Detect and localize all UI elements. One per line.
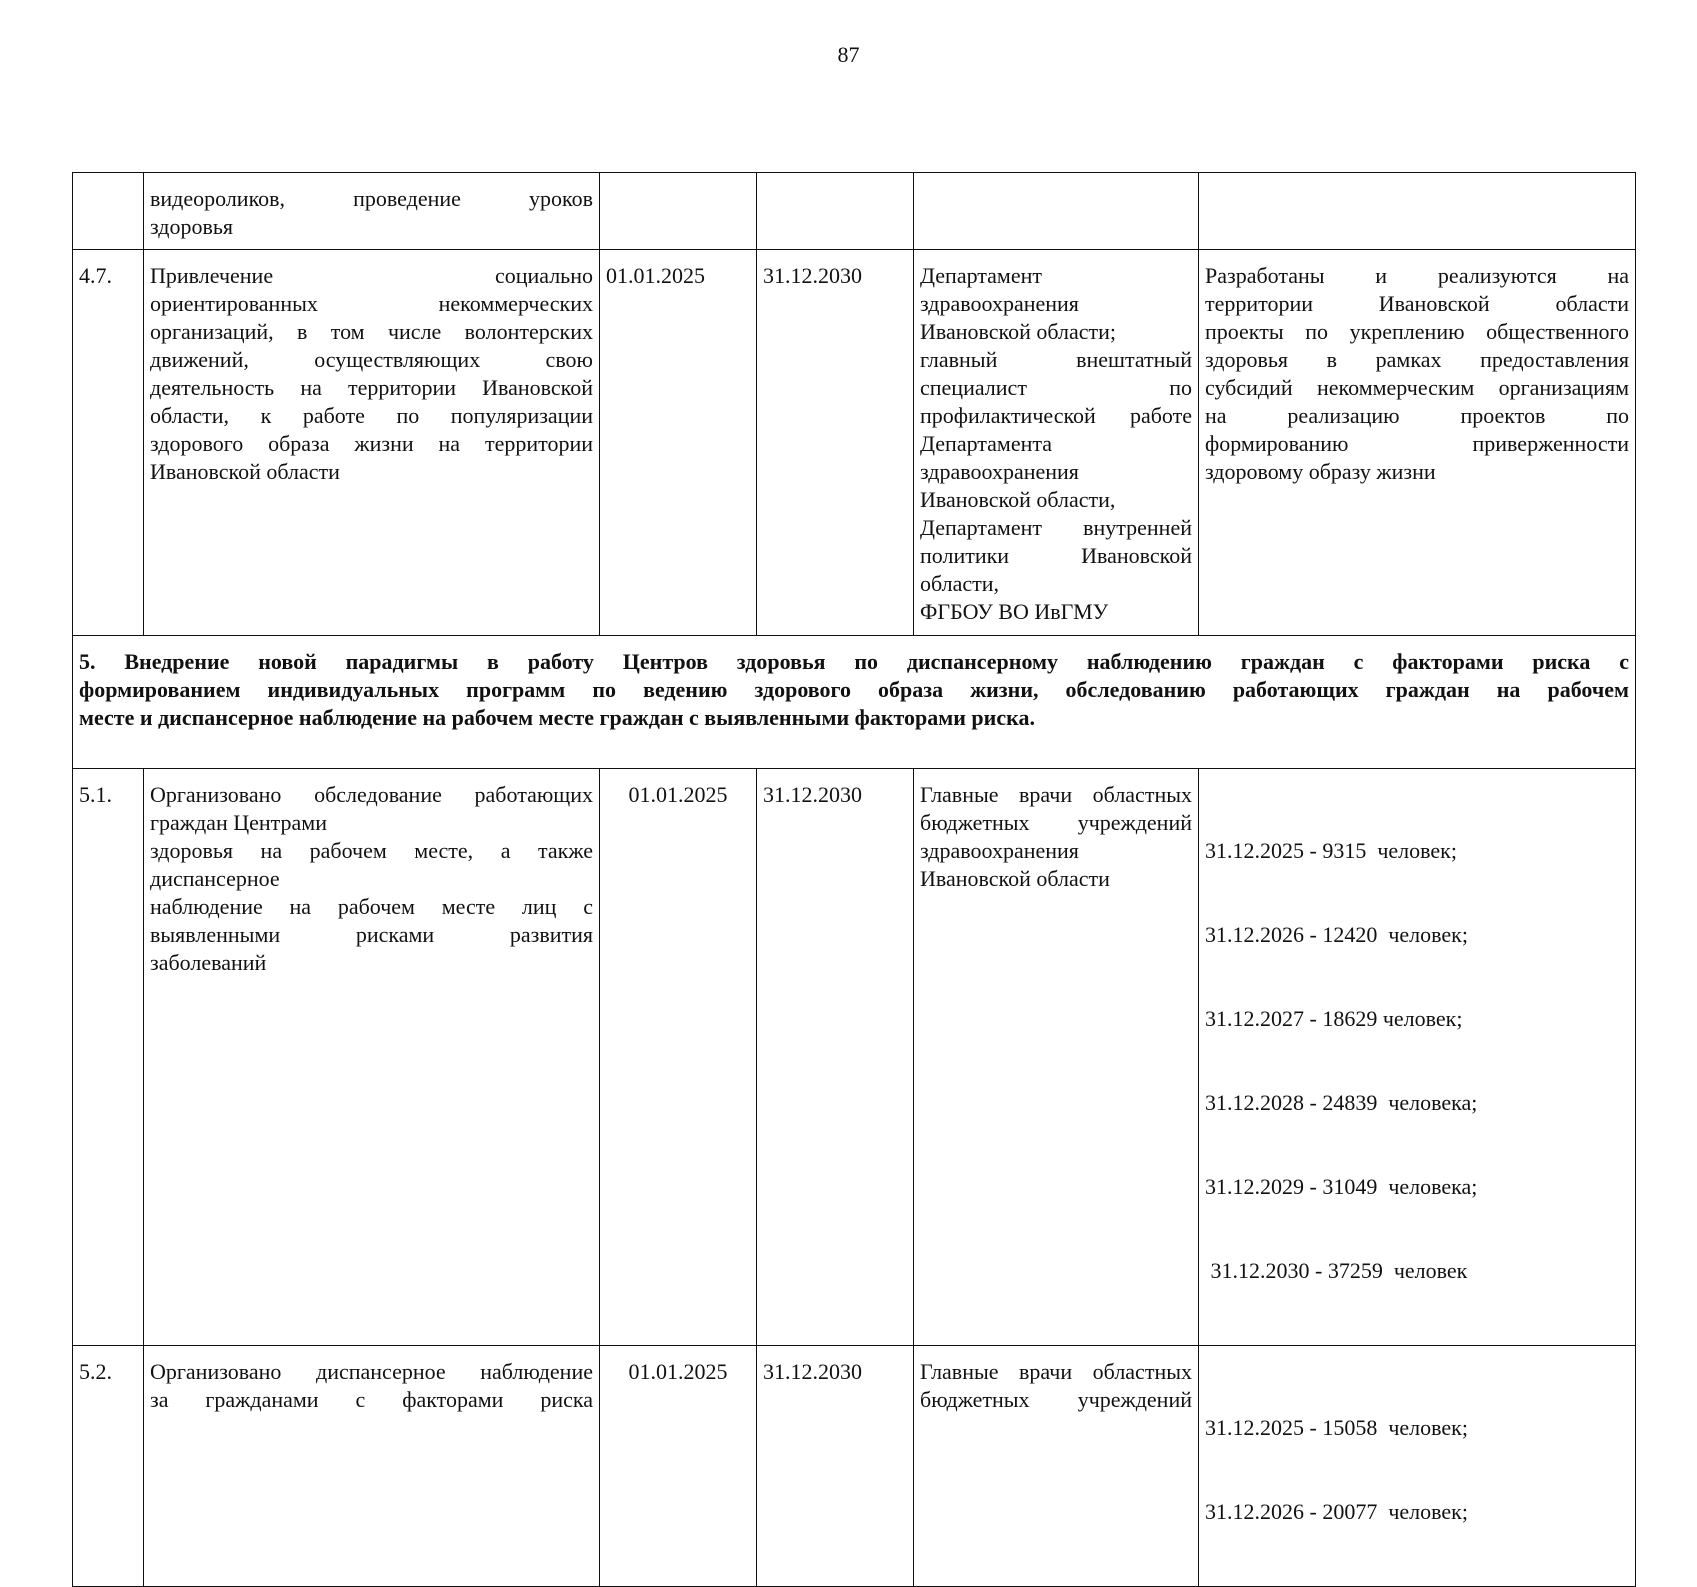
row-number: 5.2. xyxy=(73,1346,144,1587)
row-number xyxy=(73,173,144,250)
responsible-cell xyxy=(914,769,1199,1346)
result-line: 31.12.2027 - 18629 человек; xyxy=(1205,1006,1463,1031)
responsible-line: Главные врачи областных xyxy=(920,782,1192,807)
result-line: 31.12.2025 - 9315 человек; xyxy=(1205,838,1457,863)
result-line: территории Ивановской области xyxy=(1205,291,1629,316)
activity-line: за гражданами с факторами риска xyxy=(150,1387,593,1412)
responsible-line: здравоохранения xyxy=(920,838,1079,863)
page-number: 87 xyxy=(837,42,860,67)
responsible-line: области, xyxy=(920,571,1000,596)
result-cell xyxy=(1199,173,1636,250)
section-heading-line: формированием индивидуальных программ по ведению здорового образа жизни, обследованию работающих граждан на рабочем xyxy=(79,677,1629,702)
result-line: 31.12.2026 - 12420 человек; xyxy=(1205,922,1468,947)
result-line: 31.12.2030 - 37259 человек xyxy=(1205,1258,1468,1283)
row-number: 5.1. xyxy=(73,769,144,1346)
activity-line: Ивановской области xyxy=(150,459,340,484)
result-line: здоровому образу жизни xyxy=(1205,459,1436,484)
activity-cell xyxy=(144,1346,600,1587)
table-row xyxy=(73,250,1636,636)
table-row xyxy=(73,173,1636,250)
activity-line: диспансерное xyxy=(150,866,280,891)
activity-line: выявленными рисками развития xyxy=(150,922,593,947)
activity-line: здоровья xyxy=(150,214,234,239)
responsible-line: Департамент xyxy=(920,263,1043,288)
result-line: здоровья в рамках предоставления xyxy=(1205,347,1629,372)
activity-line: деятельность на территории Ивановской xyxy=(150,375,593,400)
responsible-line: бюджетных учреждений xyxy=(920,810,1192,835)
responsible-line: Департамента xyxy=(920,431,1053,456)
responsible-line: политики Ивановской xyxy=(920,543,1192,568)
section-header-row xyxy=(73,636,1636,769)
result-line: 31.12.2029 - 31049 человека; xyxy=(1205,1174,1478,1199)
activity-line: наблюдение на рабочем месте лиц с xyxy=(150,894,593,919)
end-date xyxy=(757,173,914,250)
activity-line: Организовано обследование работающих xyxy=(150,782,593,807)
result-line: формированию приверженности xyxy=(1205,431,1629,456)
table-row xyxy=(73,1346,1636,1587)
result-line: на реализацию проектов по xyxy=(1205,403,1629,428)
result-line: 31.12.2025 - 15058 человек; xyxy=(1205,1415,1468,1440)
start-date: 01.01.2025 xyxy=(600,250,757,636)
activity-line: Организовано диспансерное наблюдение xyxy=(150,1359,593,1384)
row-number: 4.7. xyxy=(73,250,144,636)
end-date: 31.12.2030 xyxy=(757,250,914,636)
result-line: проекты по укреплению общественного xyxy=(1205,319,1629,344)
responsible-line: Ивановской области, xyxy=(920,487,1116,512)
start-date: 01.01.2025 xyxy=(600,1346,757,1587)
start-date xyxy=(600,173,757,250)
responsible-cell xyxy=(914,1346,1199,1587)
responsible-cell xyxy=(914,173,1199,250)
responsible-line: здравоохранения xyxy=(920,459,1079,484)
responsible-line: Ивановской области; xyxy=(920,319,1117,344)
responsible-line: главный внештатный xyxy=(920,347,1192,372)
activity-cell xyxy=(144,173,600,250)
activity-line: граждан Центрами xyxy=(150,810,327,835)
responsible-line: профилактической работе xyxy=(920,403,1192,428)
activity-line: здорового образа жизни на территории xyxy=(150,431,593,456)
result-cell xyxy=(1199,1346,1636,1587)
responsible-line: бюджетных учреждений xyxy=(920,1387,1192,1412)
activity-line: области, к работе по популяризации xyxy=(150,403,593,428)
responsible-line: специалист по xyxy=(920,375,1192,400)
result-line: 31.12.2028 - 24839 человека; xyxy=(1205,1090,1478,1115)
responsible-line: Главные врачи областных xyxy=(920,1359,1192,1384)
activity-line: Привлечение социально xyxy=(150,263,593,288)
activity-cell xyxy=(144,250,600,636)
result-cell xyxy=(1199,250,1636,636)
result-line: субсидий некоммерческим организациям xyxy=(1205,375,1629,400)
section-heading xyxy=(73,636,1636,769)
activity-line: заболеваний xyxy=(150,950,267,975)
responsible-line: Департамент внутренней xyxy=(920,515,1192,540)
activity-cell xyxy=(144,769,600,1346)
responsible-line: ФГБОУ ВО ИвГМУ xyxy=(920,599,1109,624)
activity-line: видеороликов, проведение уроков xyxy=(150,186,593,211)
activity-line: ориентированных некоммерческих xyxy=(150,291,593,316)
measures-table xyxy=(72,172,1636,1587)
table-row xyxy=(73,769,1636,1346)
result-cell xyxy=(1199,769,1636,1346)
result-line: 31.12.2026 - 20077 человек; xyxy=(1205,1499,1468,1524)
activity-line: движений, осуществляющих свою xyxy=(150,347,593,372)
activity-line: организаций, в том числе волонтерских xyxy=(150,319,593,344)
start-date: 01.01.2025 xyxy=(600,769,757,1346)
end-date: 31.12.2030 xyxy=(757,769,914,1346)
responsible-line: здравоохранения xyxy=(920,291,1079,316)
responsible-cell xyxy=(914,250,1199,636)
end-date: 31.12.2030 xyxy=(757,1346,914,1587)
responsible-line: Ивановской области xyxy=(920,866,1110,891)
activity-line: здоровья на рабочем месте, а также xyxy=(150,838,593,863)
result-line: Разработаны и реализуются на xyxy=(1205,263,1629,288)
section-heading-line: месте и диспансерное наблюдение на рабочем месте граждан с выявленными факторами риска. xyxy=(79,705,1035,730)
section-heading-line: 5. Внедрение новой парадигмы в работу Центров здоровья по диспансерному наблюдению граждан с факторами риска с xyxy=(79,649,1629,674)
